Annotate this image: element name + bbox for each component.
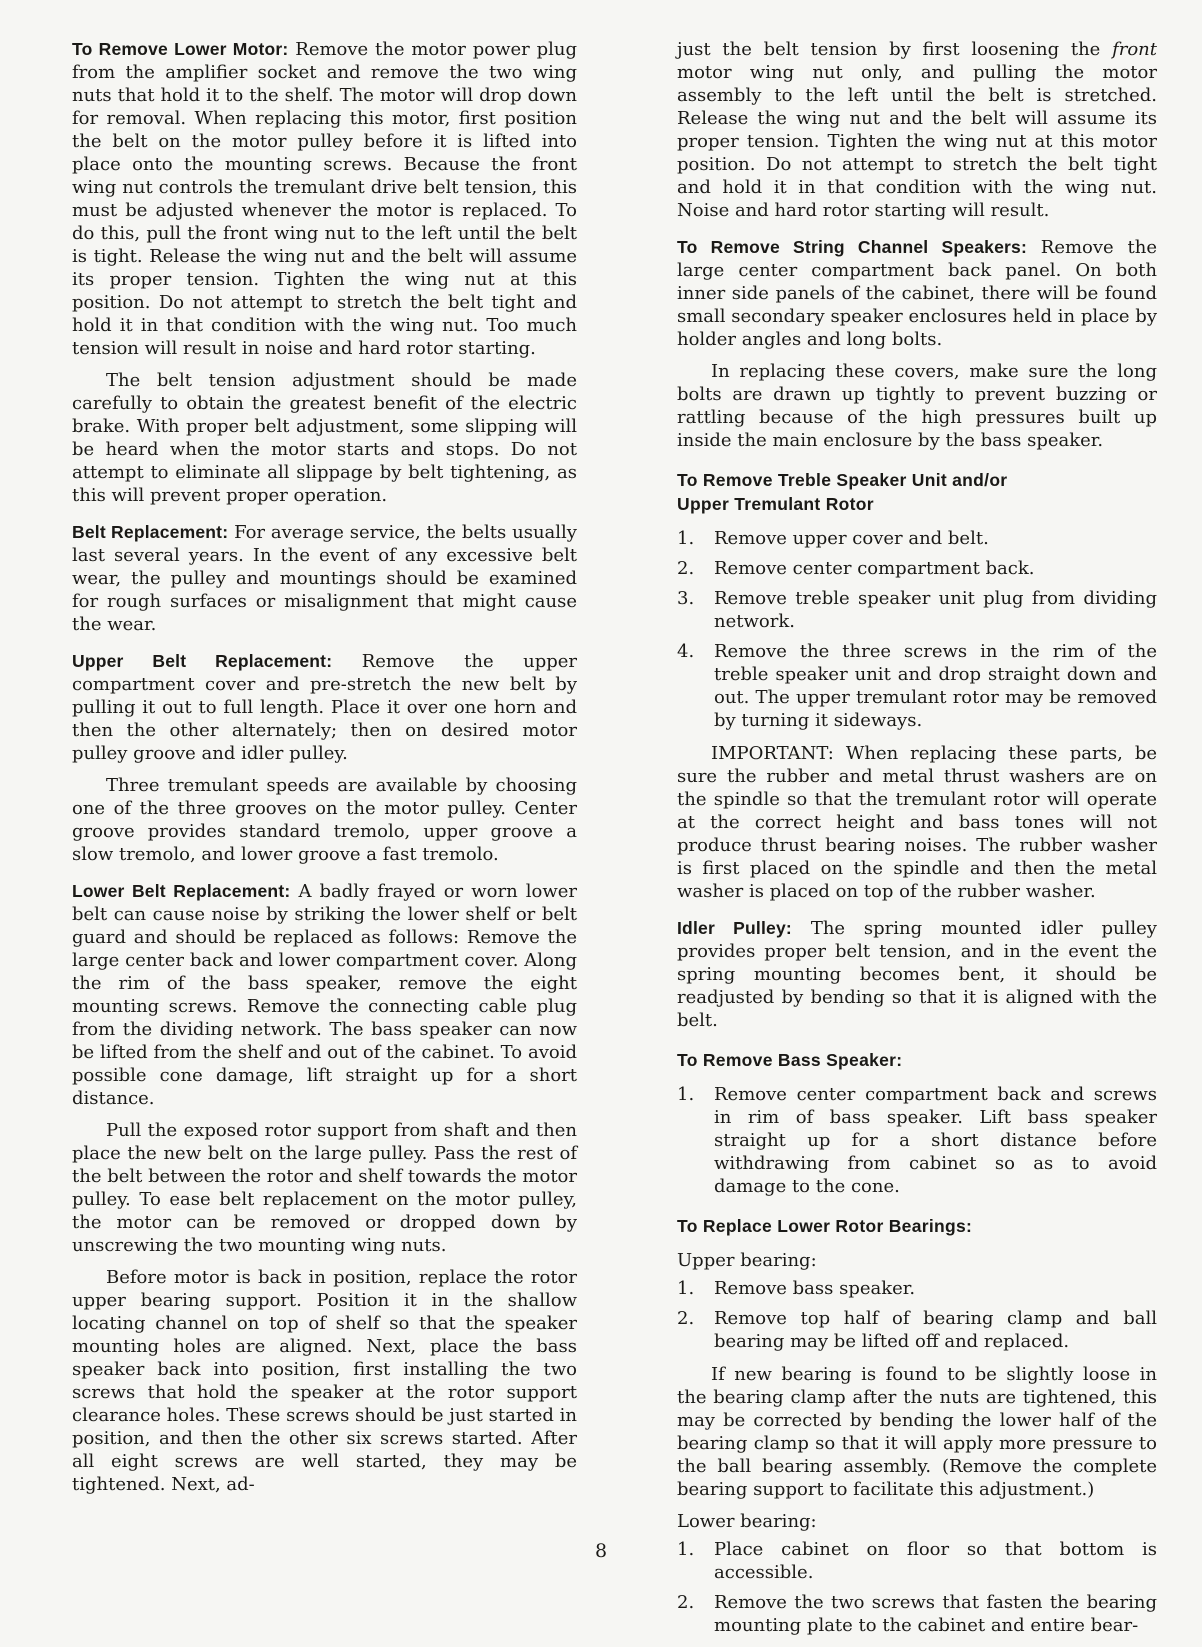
list-item-number: 1.: [677, 1539, 695, 1560]
paragraph-idler-pulley: [677, 917, 1157, 1032]
list-item-number: 4.: [677, 641, 695, 662]
paragraph-new-bearing-loose: If new bearing is found to be slightly loose in the bearing clamp after the nuts are tightened, this may be corrected by bending the lower half of the bearing clamp so that it will apply more pressure to the ball bearing assembly. (Remove the complete bearing support to facilitate this adjustment.): [677, 1364, 1157, 1500]
list-item-number: 2.: [677, 558, 695, 579]
list-item-text: Remove treble speaker unit plug from dividing network.: [714, 588, 1157, 632]
list-item-text: Remove center compartment back.: [714, 558, 1035, 579]
paragraph-text: A badly frayed or worn lower belt can cause noise by striking the lower shelf or belt guard and should be replaced as follows: Remove the large center back and lower compartment cover. Along the rim of the bass speaker, remove the eight mounting screws. Remove the connecting cable plug from the dividing network. The bass speaker can now be lifted from the shelf and out of the cabinet. To avoid possible cone damage, lift straight up for a short distance.: [72, 881, 577, 1109]
paragraph-text: just the belt tension by first loosening the: [677, 39, 1113, 60]
section-heading-remove-treble-speaker: [677, 468, 1157, 516]
paragraph-rotor-support: Pull the exposed rotor support from shaft and then place the new belt on the large pulley. Pass the rest of the belt between the rotor and shelf towards the motor pulley. To ease belt replacement on the motor pulley, the motor can be removed or dropped down by unscrewing the two mounting wing nuts.: [72, 1120, 577, 1256]
list-item-text: Remove the three screws in the rim of the treble speaker unit and drop straight down and out. The upper tremulant rotor may be removed by turning it sideways.: [714, 641, 1157, 731]
section-heading-remove-bass-speaker: To Remove Bass Speaker:: [677, 1050, 903, 1070]
paragraph-remove-string-channel-speakers: [677, 236, 1157, 351]
list-item-number: 2.: [677, 1308, 695, 1329]
list-item-number: 1.: [677, 1278, 695, 1299]
list-item-text: Remove upper cover and belt.: [714, 528, 989, 549]
paragraph-text: Remove the motor power plug from the amplifier socket and remove the two wing nuts that hold it to the shelf. The motor will drop down for removal. When replacing this motor, first position the belt on the motor pulley before it is lifted into place onto the mounting screws. Because the front wing nut controls the tremulant drive belt tension, this must be adjusted whenever the motor is replaced. To do this, pull the front wing nut to the left until the belt is tight. Release the wing nut and the belt will assume its proper tension. Tighten the wing nut at this position. Do not attempt to stretch the belt tight and hold it in that condition with the wing nut. Too much tension will result in noise and hard rotor starting.: [72, 39, 577, 359]
paragraph-belt-replacement: [72, 521, 577, 636]
paragraph-text: Remove the upper compartment cover and pre-stretch the new belt by pulling it out to full length. Place it over one horn and then the other alternately; then on desired motor pulley groove and idler pulley.: [72, 651, 577, 764]
paragraph-tremulant-speeds: Three tremulant speeds are available by choosing one of the three grooves on the motor pulley. Center groove provides standard tremolo, upper groove a slow tremolo, and lower groove a fast tremolo.: [72, 775, 577, 865]
list-item-text: Place cabinet on floor so that bottom is accessible.: [714, 1539, 1157, 1583]
emphasized-word: front: [1112, 39, 1157, 60]
numbered-list-treble-speaker-steps: [677, 527, 1157, 732]
page-number: 8: [594, 1540, 608, 1562]
inline-heading: Upper Belt Replacement:: [72, 651, 333, 671]
sub-label-lower-bearing: Lower bearing:: [677, 1511, 817, 1532]
paragraph-text: motor wing nut only, and pulling the motor assembly to the left until the belt is stretched. Release the wing nut and the belt will assume its proper tension. Tighten the wing nut at this motor position. Do not attempt to stretch the belt tight and hold it in that condition with the wing nut. Noise and hard rotor starting will result.: [677, 62, 1157, 221]
list-item-number: 3.: [677, 588, 695, 609]
heading-line: Upper Tremulant Rotor: [677, 494, 874, 514]
inline-heading: To Remove Lower Motor:: [72, 39, 289, 59]
list-item: [677, 1591, 1157, 1637]
list-item-number: 2.: [677, 1592, 695, 1613]
section-heading-replace-lower-rotor-bearings: To Replace Lower Rotor Bearings:: [677, 1216, 973, 1236]
paragraph-text: The spring mounted idler pulley provides proper belt tension, and in the event the spring mounting becomes bent, it should be readjusted by bending so that it is aligned with the belt.: [677, 918, 1157, 1031]
paragraph-text: Remove the large center compartment back panel. On both inner side panels of the cabinet, there will be found small secondary speaker enclosures held in place by holder angles and long bolts.: [677, 237, 1157, 350]
list-item-text: Remove center compartment back and screws in rim of bass speaker. Lift bass speaker straight up for a short distance before withdrawing from cabinet so as to avoid damage to the cone.: [714, 1084, 1157, 1197]
list-item-number: 1.: [677, 528, 695, 549]
list-item: [677, 587, 1157, 633]
paragraph-remove-lower-motor: [72, 38, 577, 360]
inline-heading: To Remove String Channel Speakers:: [677, 237, 1027, 257]
paragraph-text: For average service, the belts usually last several years. In the event of any excessive belt wear, the pulley and mountings should be examined for rough surfaces or misalignment that might cause the wear.: [72, 522, 577, 635]
paragraph-important-note: IMPORTANT: When replacing these parts, be sure the rubber and metal thrust washers are on the spindle so that the tremulant rotor will operate at the correct height and bass tones will not produce thrust bearing noises. The rubber washer is first placed on the spindle and then the metal washer is placed on top of the rubber washer.: [677, 743, 1157, 902]
list-item: [677, 640, 1157, 732]
list-item: [677, 1277, 1157, 1300]
paragraph-replacing-covers: In replacing these covers, make sure the long bolts are drawn up tightly to prevent buzzing or rattling because of the high pressures built up inside the main enclosure by the bass speaker.: [677, 361, 1157, 451]
paragraph-upper-belt-replacement: [72, 650, 577, 765]
inline-heading: Belt Replacement:: [72, 522, 229, 542]
list-item: [677, 557, 1157, 580]
inline-heading: Idler Pulley:: [677, 918, 792, 938]
paragraph-before-motor-back: Before motor is back in position, replace the rotor upper bearing support. Position it in the shallow locating channel on top of shelf so that the speaker mounting holes are aligned. Next, place the bass speaker back into position, first installing the two screws that hold the speaker at the rotor support clearance holes. These screws should be just started in position, and then the other six screws started. After all eight screws are well started, they may be tightened. Next, ad-: [72, 1267, 577, 1495]
list-item: [677, 527, 1157, 550]
left-column: [72, 38, 577, 1647]
numbered-list-bass-speaker-steps: [677, 1083, 1157, 1198]
list-item-text: Remove the two screws that fasten the bearing mounting plate to the cabinet and entire bear-: [714, 1592, 1157, 1636]
two-column-layout: [72, 38, 1202, 1647]
inline-heading: Lower Belt Replacement:: [72, 881, 291, 901]
paragraph-continuation-belt-tension: [677, 38, 1157, 222]
numbered-list-upper-bearing-steps: [677, 1277, 1157, 1353]
list-item-text: Remove bass speaker.: [714, 1278, 916, 1299]
list-item: [677, 1307, 1157, 1353]
list-item-number: 1.: [677, 1084, 695, 1105]
sub-label-upper-bearing: Upper bearing:: [677, 1250, 817, 1271]
paragraph-belt-tension-adjustment: The belt tension adjustment should be made carefully to obtain the greatest benefit of the electric brake. With proper belt adjustment, some slipping will be heard when the motor starts and stops. Do not attempt to eliminate all slippage by belt tightening, as this will prevent proper operation.: [72, 370, 577, 506]
heading-line: To Remove Treble Speaker Unit and/or: [677, 470, 1008, 490]
paragraph-lower-belt-replacement: [72, 880, 577, 1110]
right-column: [677, 38, 1157, 1647]
list-item: [677, 1083, 1157, 1198]
list-item-text: Remove top half of bearing clamp and ball bearing may be lifted off and replaced.: [714, 1308, 1157, 1352]
